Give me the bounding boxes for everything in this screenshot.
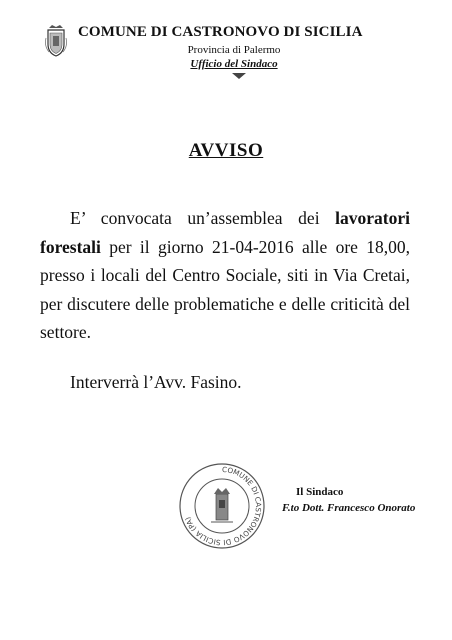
province-name: Provincia di Palermo	[187, 44, 281, 56]
office-underline-mark-icon	[232, 72, 246, 80]
notice-details-text: per il giorno 21-04-2016 alle ore 18,00, presso i locali del Centro Sociale, siti in Via Cretai, per discutere delle problematiche e delle criticità del settore.	[40, 236, 410, 342]
signature-name: F.to Dott. Francesco Onorato	[282, 502, 416, 514]
office-name: Ufficio del Sindaco	[190, 58, 278, 70]
signature-role: Il Sindaco	[296, 486, 344, 498]
municipal-stamp-icon	[178, 462, 266, 550]
notice-workers-text: lavoratori forestali	[40, 208, 410, 257]
notice-intro-text: E’ convocata un’assemblea dei	[70, 208, 336, 228]
stamp-text: COMUNE DI CASTRONOVO DI SICILIA (PA)	[182, 464, 264, 548]
notice-body	[40, 204, 410, 347]
notice-heading: AVVISO	[188, 140, 264, 161]
municipality-name: COMUNE DI CASTRONOVO DI SICILIA	[78, 24, 363, 40]
notice-closing: Interverrà l’Avv. Fasino.	[70, 372, 242, 392]
